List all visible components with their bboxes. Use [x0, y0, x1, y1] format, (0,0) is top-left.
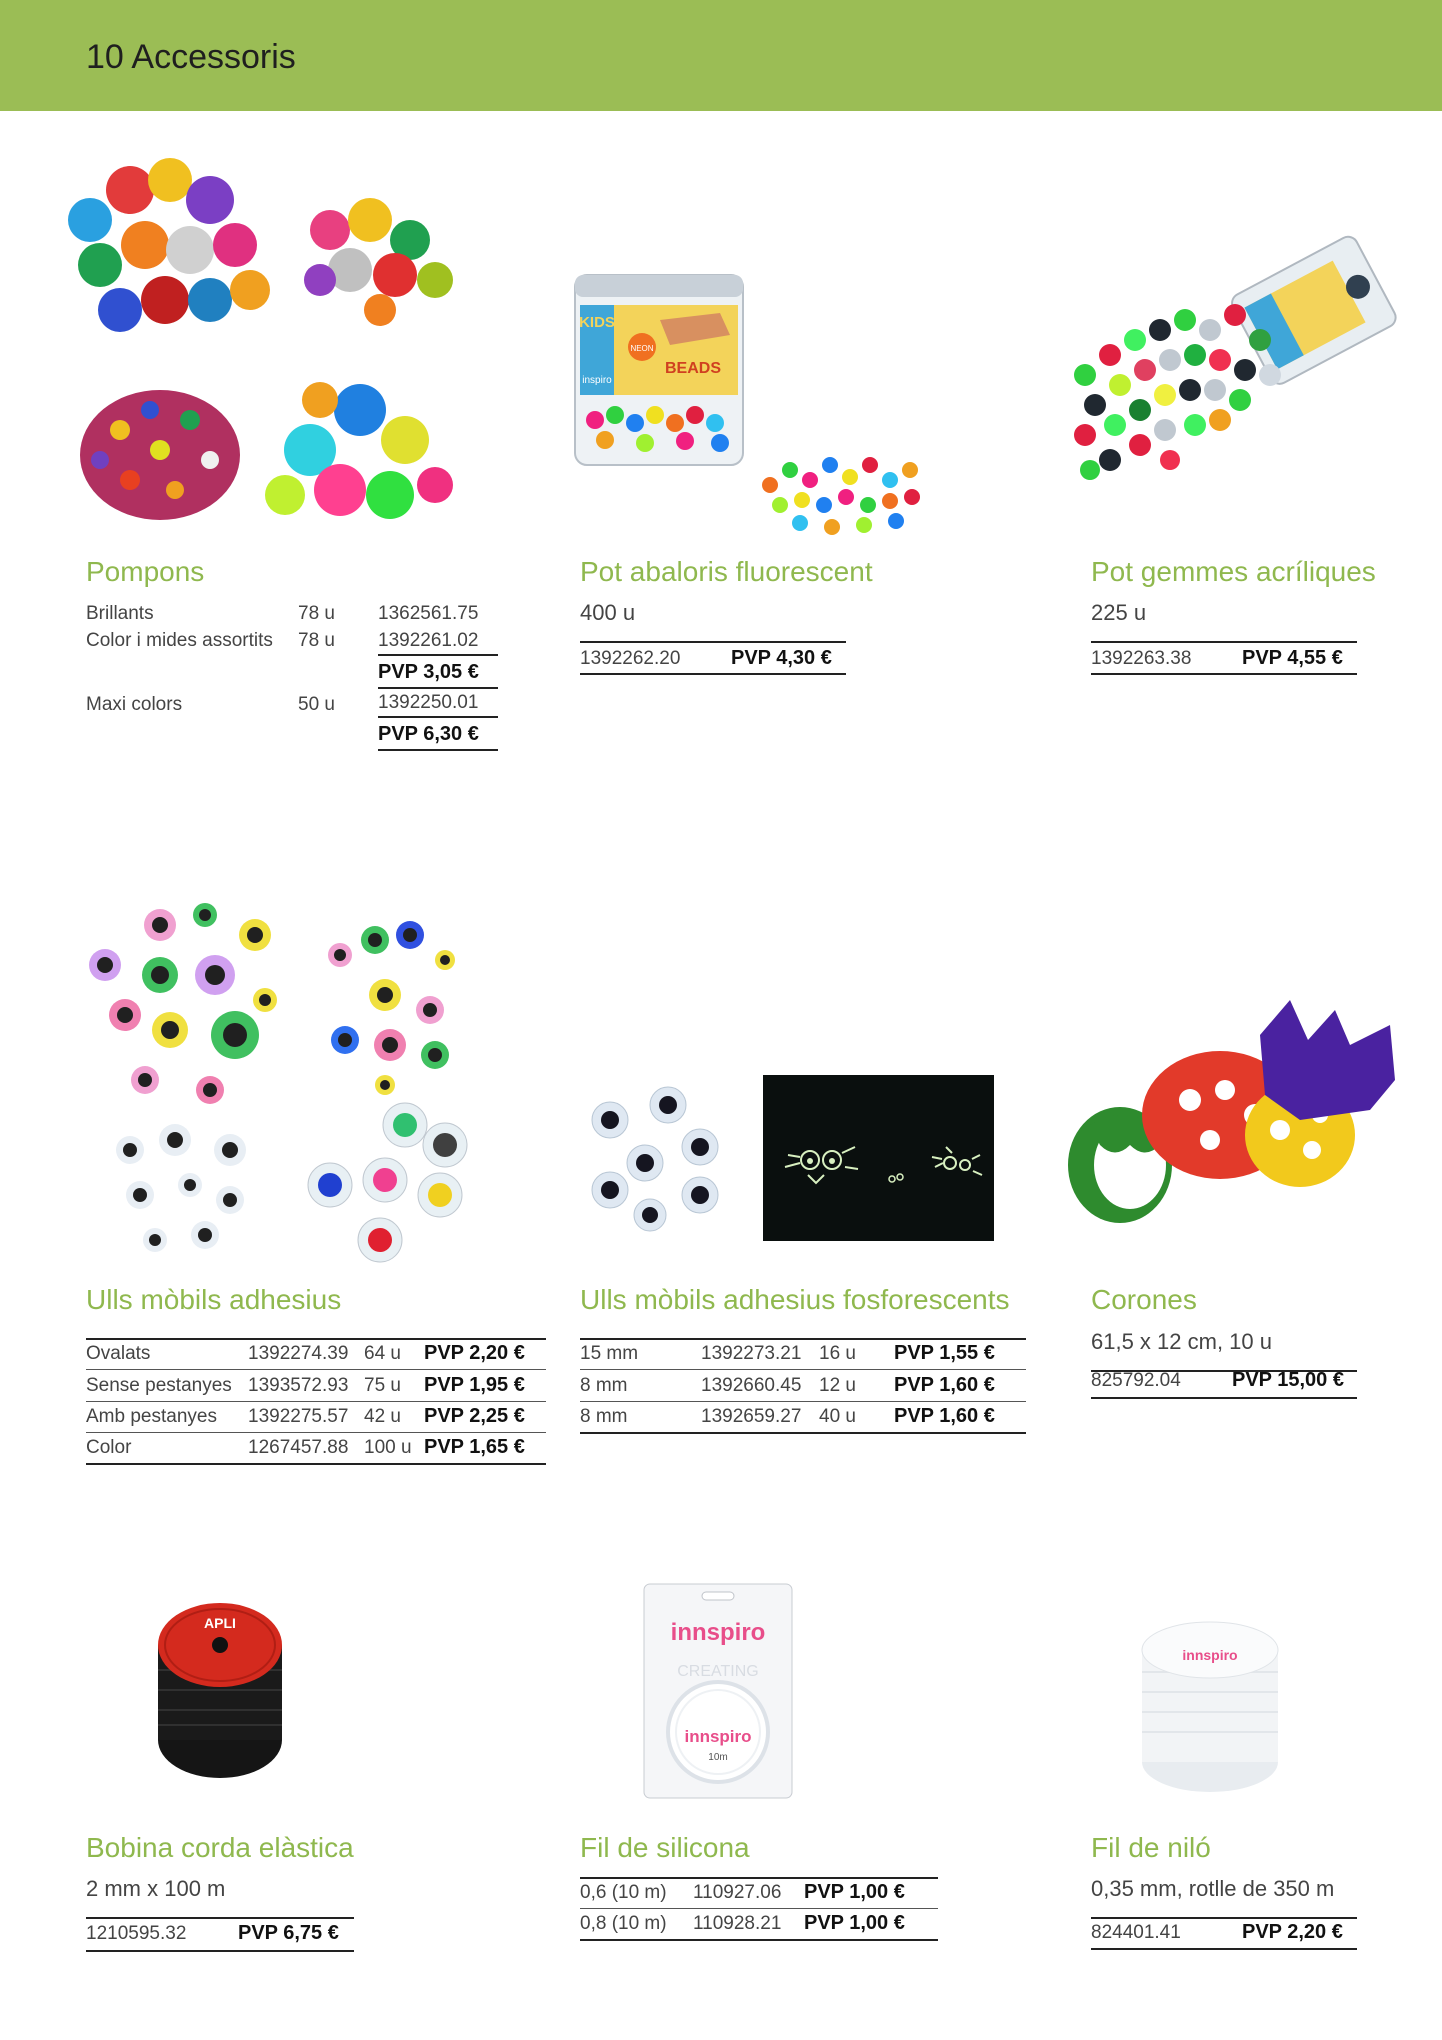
silicona-rule-2	[580, 1939, 938, 1941]
pompons-row-1-qty: 78 u	[298, 603, 335, 624]
innspiro-spool-text: innspiro	[1182, 1647, 1238, 1663]
apli-logo-text: APLI	[204, 1615, 236, 1631]
pompons-rule-2	[378, 687, 498, 689]
pompons-mini	[80, 390, 240, 520]
nilo-sub: 0,35 mm, rotlle de 350 m	[1091, 1876, 1335, 1901]
gemmes-title: Pot gemmes acríliques	[1091, 556, 1376, 587]
corones-price: PVP 15,00 €	[1232, 1369, 1344, 1391]
pompons-glitter-small	[304, 198, 453, 326]
nilo-rule-bottom	[1091, 1948, 1357, 1950]
ulls-image	[80, 895, 510, 1275]
silicona-row-1-code: 110927.06	[693, 1882, 782, 1903]
pompons-rule-1	[378, 654, 498, 656]
ullsfosf-rule-0	[580, 1338, 1026, 1340]
bobina-rule-bottom	[86, 1950, 354, 1952]
length-text: 10m	[708, 1752, 728, 1763]
crown-purple	[1260, 1000, 1395, 1120]
ullsfosf-row-3-qty: 40 u	[819, 1406, 856, 1427]
silicona-title: Fil de silicona	[580, 1832, 750, 1863]
ulls-row-4-price: PVP 1,65 €	[424, 1436, 525, 1458]
pompons-row-2-qty: 78 u	[298, 630, 335, 651]
pompons-row-1-code: 1362561.75	[378, 603, 479, 624]
ulls-row-2-code: 1393572.93	[248, 1375, 349, 1396]
innspiro-disc-text: innspiro	[684, 1727, 752, 1746]
bobina-title: Bobina corda elàstica	[86, 1832, 354, 1863]
ulls-row-3-name: Amb pestanyes	[86, 1406, 217, 1427]
abaloris-rule-bottom	[580, 673, 846, 675]
ullsfosf-row-2-size: 8 mm	[580, 1375, 628, 1396]
loose-beads	[762, 457, 920, 535]
abaloris-code: 1392262.20	[580, 648, 681, 669]
pompons-row-3-qty: 50 u	[298, 694, 335, 715]
abaloris-title: Pot abaloris fluorescent	[580, 556, 873, 587]
ullsfosf-rule-2	[580, 1401, 1026, 1402]
creating-text: CREATING	[677, 1663, 759, 1680]
ullsfosf-row-2-code: 1392660.45	[701, 1375, 802, 1396]
nilo-image	[1130, 1612, 1290, 1797]
pompons-price-2: PVP 6,30 €	[378, 723, 479, 745]
corones-code: 825792.04	[1091, 1370, 1181, 1391]
ulls-row-3-qty: 42 u	[364, 1406, 401, 1427]
ullsfosf-row-3-code: 1392659.27	[701, 1406, 802, 1427]
ulls-row-4-name: Color	[86, 1437, 132, 1458]
pompons-row-3-code: 1392250.01	[378, 692, 479, 713]
innspiro-logo-text: innspiro	[670, 1619, 766, 1646]
gemmes-image	[1055, 235, 1415, 515]
pompons-row-2-name: Color i mides assortits	[86, 630, 273, 651]
page-header	[0, 0, 1442, 111]
nilo-code: 824401.41	[1091, 1922, 1181, 1943]
gemmes-rule-bottom	[1091, 673, 1357, 675]
ulls-row-1-name: Ovalats	[86, 1343, 151, 1364]
ullsfosf-rule-3	[580, 1432, 1026, 1434]
pompons-title: Pompons	[86, 556, 205, 587]
pompons-rule-4	[378, 749, 498, 751]
silicona-row-2-code: 110928.21	[693, 1913, 782, 1934]
ulls-rule-4	[86, 1463, 546, 1465]
ullsfosf-row-3-size: 8 mm	[580, 1406, 628, 1427]
ulls-row-3-price: PVP 2,25 €	[424, 1405, 525, 1427]
silicona-row-1-price: PVP 1,00 €	[804, 1881, 905, 1903]
ulls-row-4-qty: 100 u	[364, 1437, 412, 1458]
googly-eyes-white	[592, 1087, 718, 1231]
ulls-row-1-code: 1392274.39	[248, 1343, 349, 1364]
ulls-row-1-qty: 64 u	[364, 1343, 401, 1364]
bobina-code: 1210595.32	[86, 1923, 187, 1944]
page-title: 10 Accessoris	[86, 38, 296, 76]
abaloris-sub: 400 u	[580, 600, 636, 625]
ulls-row-2-price: PVP 1,95 €	[424, 1374, 525, 1396]
jar-kids-text: KIDS	[579, 314, 615, 331]
pompons-row-3-name: Maxi colors	[86, 694, 183, 715]
corones-image	[1050, 995, 1405, 1235]
bobina-rule-top	[86, 1917, 354, 1919]
ulls-rule-2	[86, 1401, 546, 1402]
gemmes-sub: 225 u	[1091, 600, 1147, 625]
ullsfosf-row-1-code: 1392273.21	[701, 1343, 802, 1364]
ulls-title: Ulls mòbils adhesius	[86, 1284, 342, 1315]
bobina-image	[150, 1600, 290, 1780]
corones-sub: 61,5 x 12 cm, 10 u	[1091, 1329, 1272, 1354]
nilo-price: PVP 2,20 €	[1242, 1921, 1343, 1943]
jar-brand-text: inspiro	[582, 375, 612, 386]
jar-beads-text: BEADS	[665, 360, 722, 377]
ulls-ovalats	[89, 903, 277, 1104]
silicona-row-2-price: PVP 1,00 €	[804, 1912, 905, 1934]
ulls-row-2-qty: 75 u	[364, 1375, 401, 1396]
ullsfosf-image	[580, 1075, 1000, 1245]
nilo-rule-top	[1091, 1917, 1357, 1919]
abaloris-price: PVP 4,30 €	[731, 647, 832, 669]
jar-neon-text: NEON	[630, 344, 654, 353]
bobina-price: PVP 6,75 €	[238, 1922, 339, 1944]
bobina-sub: 2 mm x 100 m	[86, 1876, 226, 1901]
silicona-rule-0	[580, 1877, 938, 1879]
ulls-row-4-code: 1267457.88	[248, 1437, 349, 1458]
ulls-rule-3	[86, 1432, 546, 1433]
pompons-rule-3	[378, 716, 498, 718]
ullsfosf-row-2-price: PVP 1,60 €	[894, 1374, 995, 1396]
pompons-maxi	[265, 382, 453, 519]
ulls-row-1-price: PVP 2,20 €	[424, 1342, 525, 1364]
ullsfosf-row-1-qty: 16 u	[819, 1343, 856, 1364]
ulls-color	[308, 1103, 467, 1262]
glow-in-dark-panel	[763, 1075, 994, 1241]
pompons-glitter-cluster	[68, 158, 270, 332]
ulls-row-2-name: Sense pestanyes	[86, 1375, 232, 1396]
abaloris-image	[570, 265, 950, 545]
ullsfosf-row-1-size: 15 mm	[580, 1343, 639, 1364]
silicona-rule-1	[580, 1908, 938, 1909]
ullsfosf-rule-1	[580, 1369, 1026, 1370]
gemmes-rule-top	[1091, 641, 1357, 643]
corones-title: Corones	[1091, 1284, 1197, 1315]
pompons-image	[60, 150, 500, 560]
pompons-row-1-name: Brillants	[86, 603, 154, 624]
pompons-row-2-code: 1392261.02	[378, 630, 479, 651]
ullsfosf-row-1-price: PVP 1,55 €	[894, 1342, 995, 1364]
ullsfosf-title: Ulls mòbils adhesius fosforescents	[580, 1284, 1010, 1315]
ulls-row-3-code: 1392275.57	[248, 1406, 349, 1427]
corones-rule-bottom	[1091, 1397, 1357, 1399]
ullsfosf-row-2-qty: 12 u	[819, 1375, 856, 1396]
silicona-row-1-size: 0,6 (10 m)	[580, 1882, 667, 1903]
silicona-row-2-size: 0,8 (10 m)	[580, 1913, 667, 1934]
ulls-sense-pestanyes	[328, 921, 455, 1095]
ulls-rule-0	[86, 1338, 546, 1340]
gemmes-price: PVP 4,55 €	[1242, 647, 1343, 669]
ulls-rule-1	[86, 1369, 546, 1370]
bead-jar	[575, 275, 743, 465]
nilo-title: Fil de niló	[1091, 1832, 1211, 1863]
ulls-amb-pestanyes	[116, 1124, 246, 1252]
pompons-price-1: PVP 3,05 €	[378, 661, 479, 683]
abaloris-rule-top	[580, 641, 846, 643]
ullsfosf-row-3-price: PVP 1,60 €	[894, 1405, 995, 1427]
silicona-image	[642, 1582, 794, 1800]
gemmes-code: 1392263.38	[1091, 648, 1192, 669]
